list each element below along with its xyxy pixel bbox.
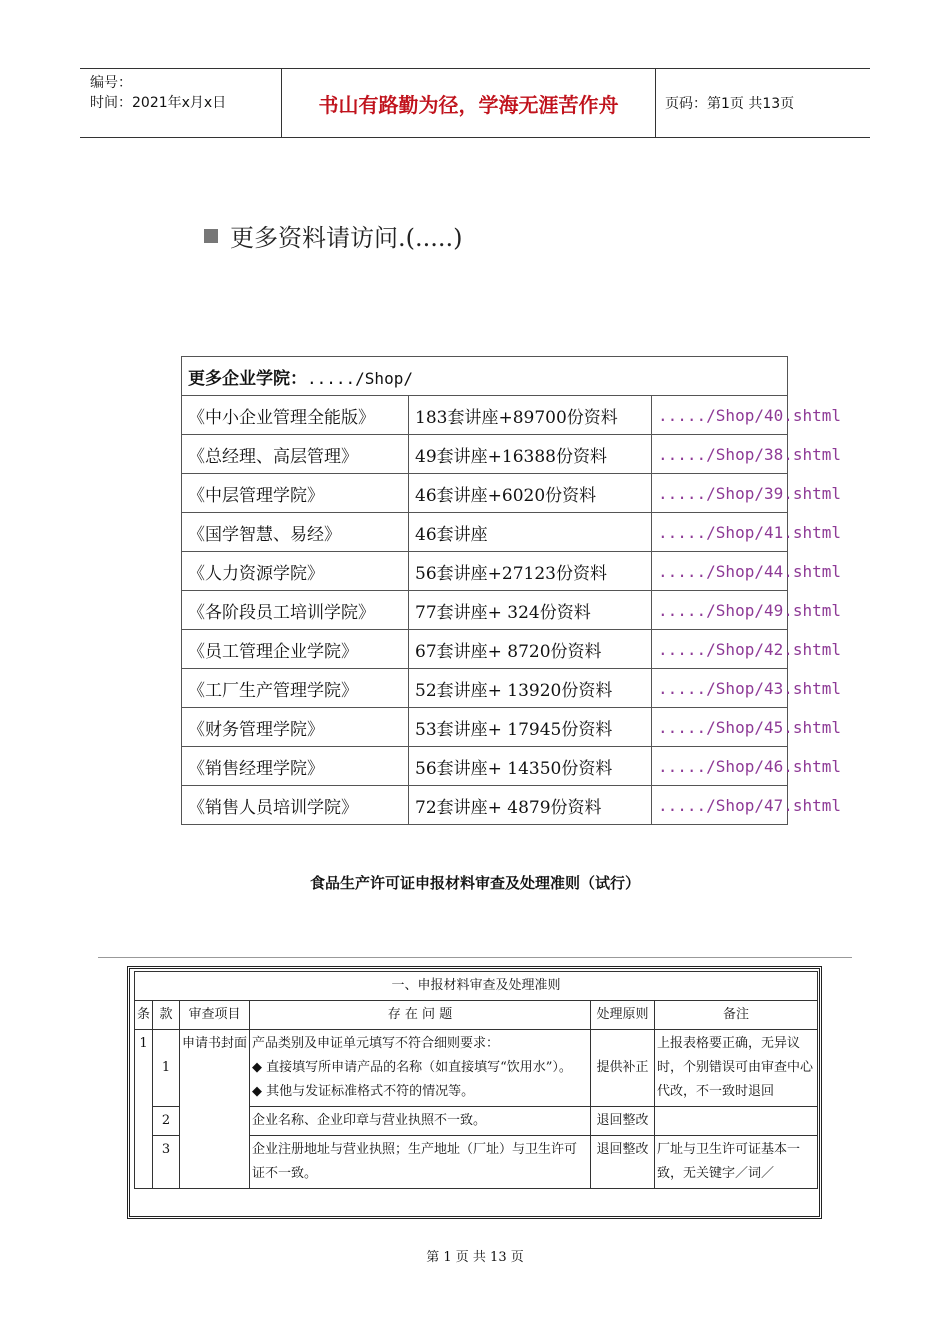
- shop-name-cell: 《员工管理企业学院》: [182, 630, 409, 669]
- shop-desc-cell: 56套讲座+ 14350份资料: [409, 747, 652, 786]
- shop-link-cell[interactable]: ...../Shop/42.shtml: [652, 630, 788, 669]
- visit-text[interactable]: 更多资料请访问.(.....): [230, 224, 463, 252]
- table-row: [182, 669, 788, 708]
- shop-link-cell[interactable]: ...../Shop/41.shtml: [652, 513, 788, 552]
- shop-desc-cell: 53套讲座+ 17945份资料: [409, 708, 652, 747]
- shop-desc-cell: 52套讲座+ 13920份资料: [409, 669, 652, 708]
- shop-desc-cell: 49套讲座+16388份资料: [409, 435, 652, 474]
- table-row: [182, 435, 788, 474]
- shop-link-cell[interactable]: ...../Shop/49.shtml: [652, 591, 788, 630]
- issue-cell: 企业名称、企业印章与营业执照不一致。: [250, 1107, 591, 1136]
- header-meta: [90, 73, 226, 113]
- shop-name-cell: 《销售经理学院》: [182, 747, 409, 786]
- visit-line: [204, 218, 463, 253]
- shop-desc-cell: 183套讲座+89700份资料: [409, 396, 652, 435]
- shop-link-cell[interactable]: ...../Shop/39.shtml: [652, 474, 788, 513]
- review-table-frame: [127, 966, 822, 1219]
- kuan-cell: 1: [153, 1030, 180, 1107]
- col-header-tiao: 条: [135, 1001, 153, 1030]
- principle-cell: 退回整改: [591, 1107, 655, 1136]
- shop-header-cell: [182, 357, 788, 396]
- shop-header-row: [182, 357, 788, 396]
- kuan-cell: 2: [153, 1107, 180, 1136]
- header-divider: [655, 69, 656, 137]
- header-page-number: 页码：第1页 共13页: [665, 96, 795, 112]
- shop-header-link[interactable]: ...../Shop/: [307, 368, 413, 388]
- tiao-cell: 1: [135, 1030, 153, 1189]
- shop-name-cell: 《各阶段员工培训学院》: [182, 591, 409, 630]
- page-header: [80, 68, 870, 138]
- review-section-title: 一、申报材料审查及处理准则: [135, 972, 818, 1001]
- col-header-note: 备注: [655, 1001, 818, 1030]
- table-row: [182, 396, 788, 435]
- col-header-kuan: 款: [153, 1001, 180, 1030]
- item-cell: 申请书封面: [180, 1030, 250, 1189]
- shop-name-cell: 《工厂生产管理学院》: [182, 669, 409, 708]
- square-bullet-icon: [204, 229, 218, 243]
- shop-header-label: 更多企业学院：: [188, 368, 307, 389]
- shop-link-cell[interactable]: ...../Shop/46.shtml: [652, 747, 788, 786]
- review-header-row: [135, 1001, 818, 1030]
- header-motto: 书山有路勤为径，学海无涯苦作舟: [318, 93, 619, 117]
- table-row: [182, 708, 788, 747]
- shop-link-cell[interactable]: ...../Shop/43.shtml: [652, 669, 788, 708]
- shop-name-cell: 《财务管理学院》: [182, 708, 409, 747]
- page-footer: 第 1 页 共 13 页: [426, 1250, 524, 1265]
- shop-link-cell[interactable]: ...../Shop/47.shtml: [652, 786, 788, 825]
- issue-line: ◆ 其他与发证标准格式不符的情况等。: [252, 1084, 475, 1099]
- shop-link-cell[interactable]: ...../Shop/40.shtml: [652, 396, 788, 435]
- table-row: [182, 630, 788, 669]
- shop-name-cell: 《国学智慧、易经》: [182, 513, 409, 552]
- principle-cell: 退回整改: [591, 1136, 655, 1189]
- issue-cell: [250, 1030, 591, 1107]
- time-label: 时间：2021年x月x日: [90, 95, 227, 111]
- shop-name-cell: 《总经理、高层管理》: [182, 435, 409, 474]
- shop-desc-cell: 46套讲座: [409, 513, 652, 552]
- document-title: 食品生产许可证申报材料审查及处理准则（试行）: [309, 874, 640, 892]
- shop-name-cell: 《中层管理学院》: [182, 474, 409, 513]
- issue-line: ◆ 直接填写所申请产品的名称（如直接填写“饮用水”）。: [252, 1060, 572, 1075]
- table-row: [182, 786, 788, 825]
- shop-link-cell[interactable]: ...../Shop/45.shtml: [652, 708, 788, 747]
- table-row: [135, 1030, 818, 1107]
- horizontal-rule: [98, 957, 852, 958]
- shop-link-cell[interactable]: ...../Shop/38.shtml: [652, 435, 788, 474]
- issue-cell: 企业注册地址与营业执照；生产地址（厂址）与卫生许可证不一致。: [250, 1136, 591, 1189]
- col-header-issue: 存 在 问 题: [250, 1001, 591, 1030]
- table-row: [182, 513, 788, 552]
- shop-desc-cell: 77套讲座+ 324份资料: [409, 591, 652, 630]
- note-cell: 上报表格要正确，无异议时，个别错误可由审查中心代改，不一致时退回: [655, 1030, 818, 1107]
- shop-desc-cell: 67套讲座+ 8720份资料: [409, 630, 652, 669]
- number-label: 编号：: [90, 75, 132, 91]
- col-header-principle: 处理原则: [591, 1001, 655, 1030]
- note-cell: [655, 1107, 818, 1136]
- col-header-item: 审查项目: [180, 1001, 250, 1030]
- kuan-cell: 3: [153, 1136, 180, 1189]
- review-table: [134, 971, 818, 1189]
- table-row: [182, 552, 788, 591]
- review-section-row: [135, 972, 818, 1001]
- principle-cell: 提供补正: [591, 1030, 655, 1107]
- shop-desc-cell: 56套讲座+27123份资料: [409, 552, 652, 591]
- note-cell: 厂址与卫生许可证基本一致，无关键字／词／: [655, 1136, 818, 1189]
- shop-link-cell[interactable]: ...../Shop/44.shtml: [652, 552, 788, 591]
- table-row: [182, 747, 788, 786]
- table-row: [182, 591, 788, 630]
- shop-desc-cell: 72套讲座+ 4879份资料: [409, 786, 652, 825]
- shop-desc-cell: 46套讲座+6020份资料: [409, 474, 652, 513]
- issue-line: 产品类别及申证单元填写不符合细则要求：: [252, 1036, 500, 1051]
- shop-name-cell: 《人力资源学院》: [182, 552, 409, 591]
- shop-name-cell: 《销售人员培训学院》: [182, 786, 409, 825]
- table-row: [182, 474, 788, 513]
- shop-table: [181, 356, 842, 825]
- shop-name-cell: 《中小企业管理全能版》: [182, 396, 409, 435]
